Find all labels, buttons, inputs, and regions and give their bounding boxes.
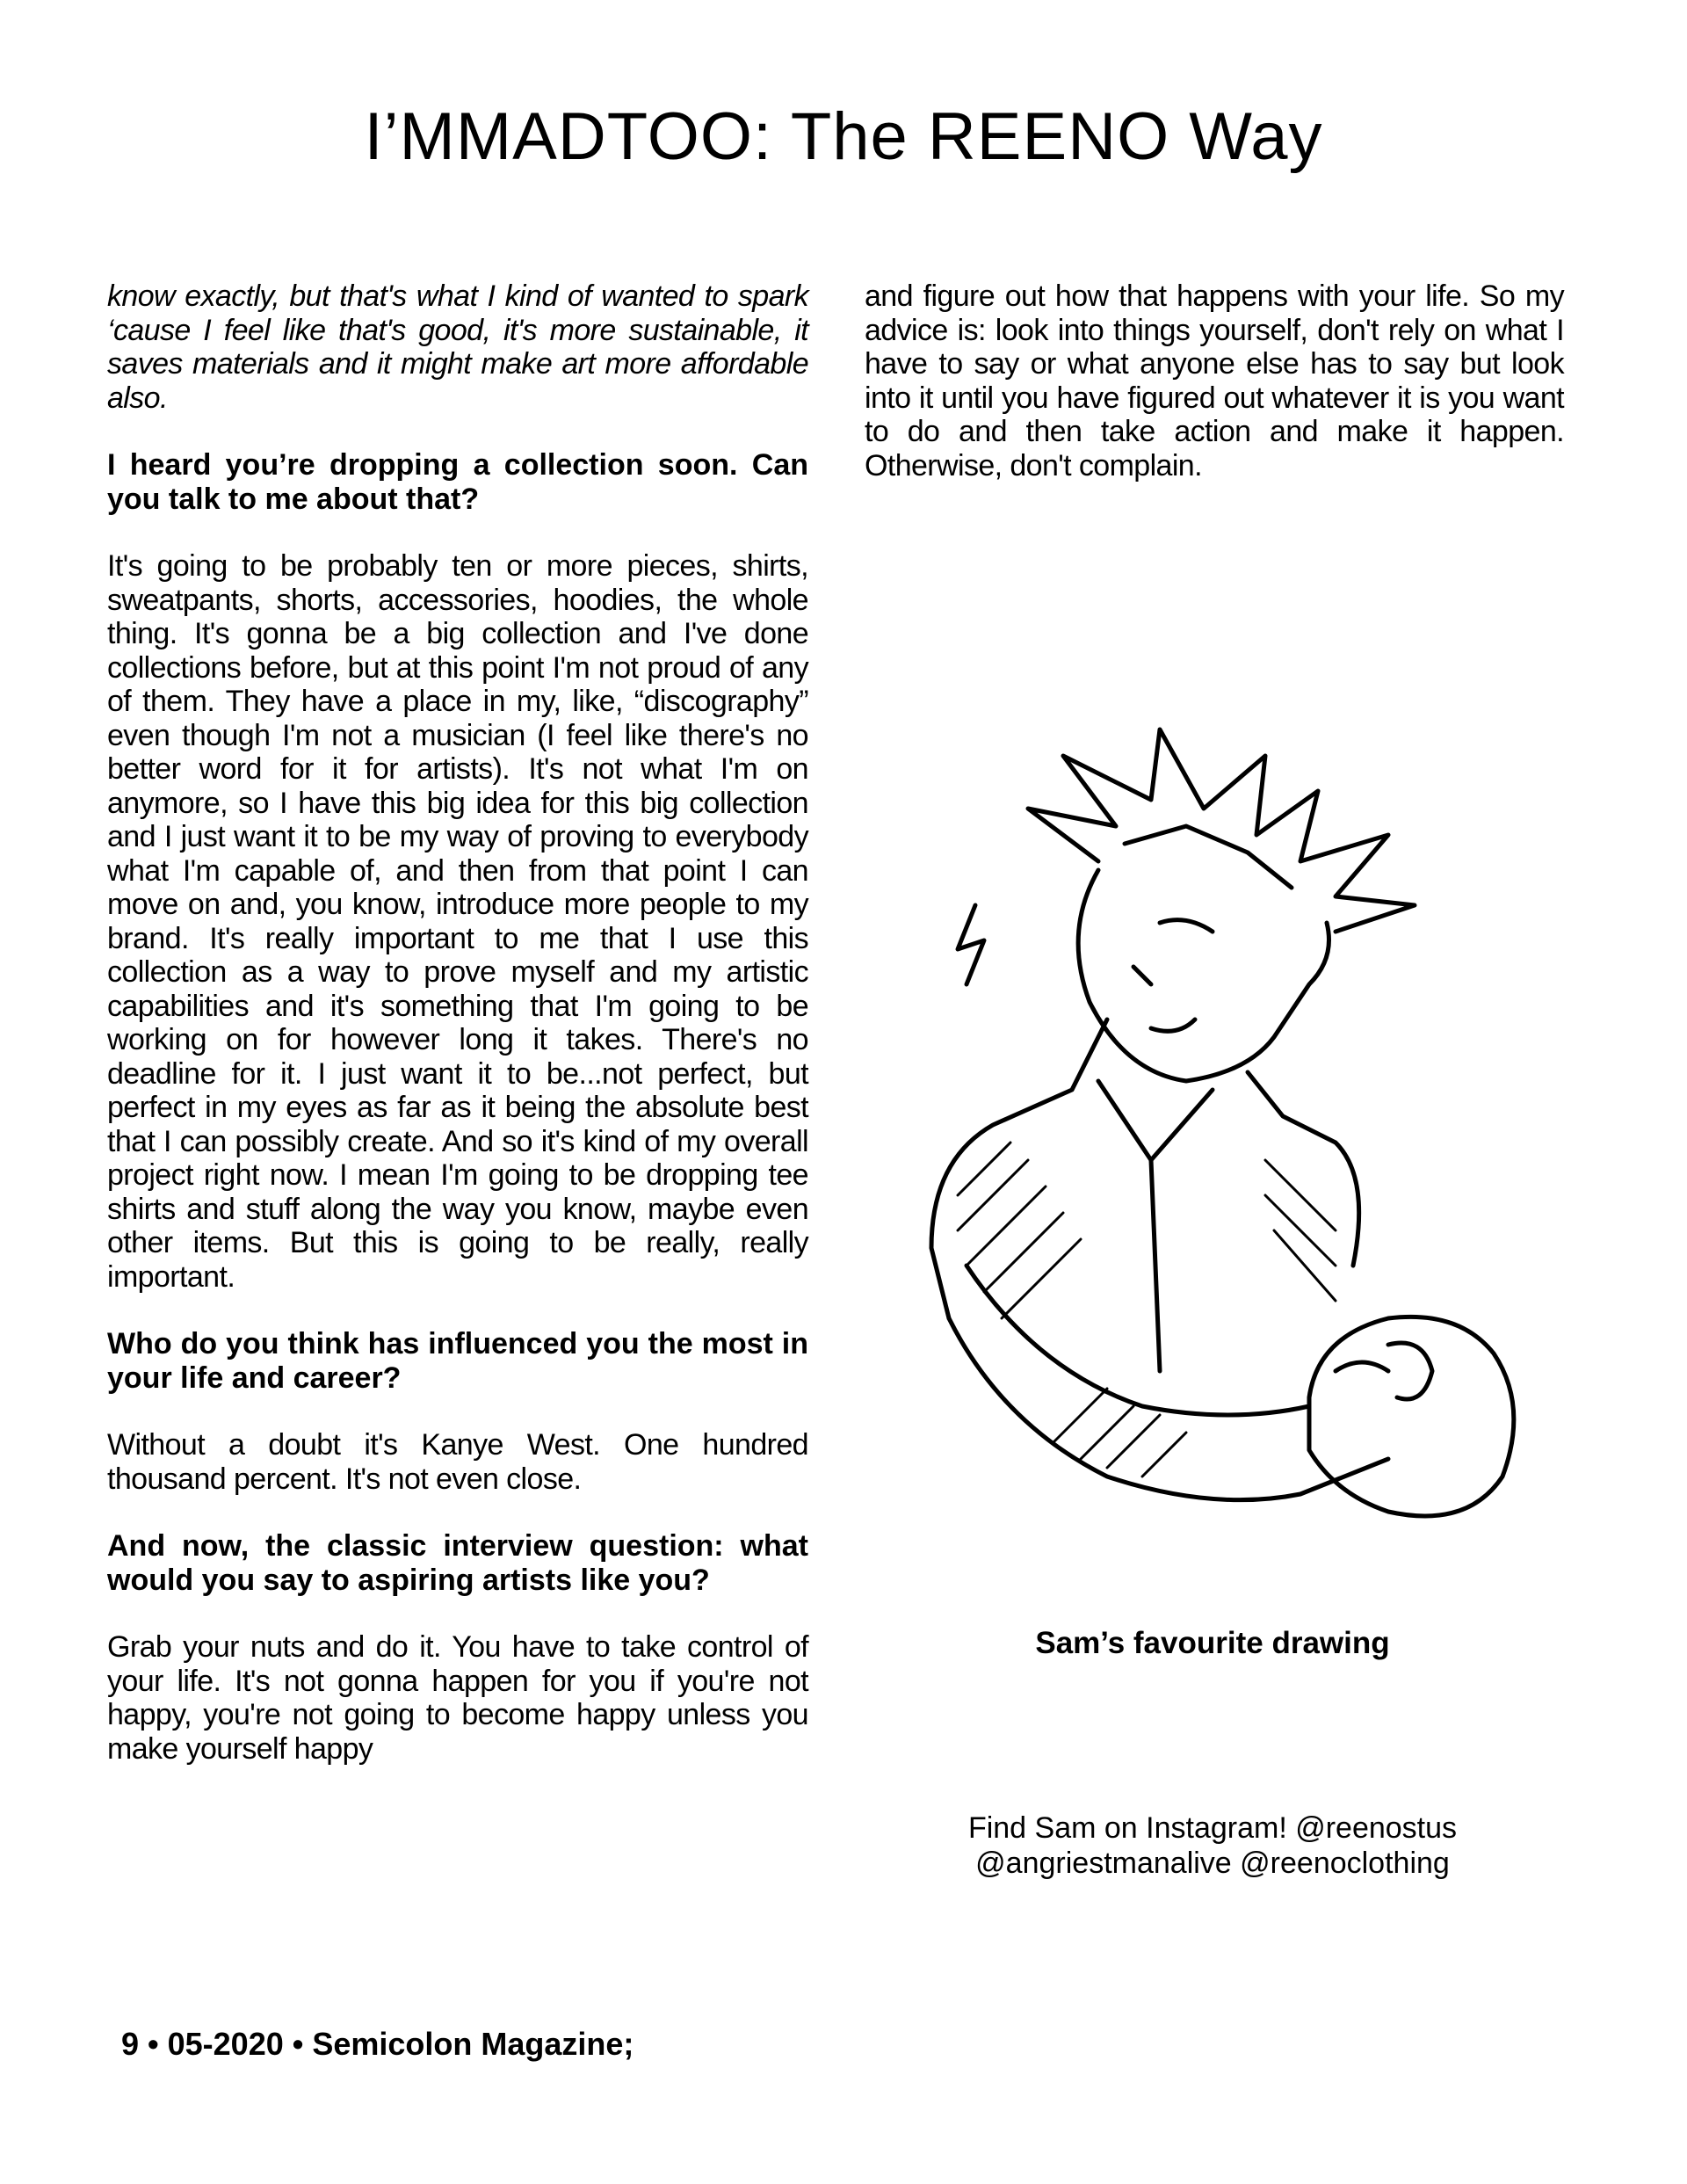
right-column	[865, 279, 1564, 516]
answer-3-continued: and figure out how that happens with your life. So my advice is: look into things yourself, don't rely on what I have to say or what anyone else has to say but look into it until you have figured out whatever it is you want to do and then take action and make it happen. Otherwise, don't complain.	[865, 279, 1564, 483]
answer-2: Without a doubt it's Kanye West. One hundred thousand percent. It's not even close.	[107, 1428, 808, 1496]
instagram-line-1: Find Sam on Instagram! @reenostus	[967, 1811, 1458, 1845]
sketch-illustration	[896, 703, 1582, 1626]
answer-3: Grab your nuts and do it. You have to take control of your life. It's not gonna happen for you if you're not happy, you're not going to become happy unless you make yourself happy	[107, 1630, 808, 1766]
question-2: Who do you think has influenced you the most in your life and career?	[107, 1327, 808, 1395]
intro-paragraph: know exactly, but that's what I kind of wanted to spark ‘cause I feel like that's good, it's more sustainable, it saves materials and it might make art more affordable also.	[107, 279, 808, 415]
drawing-caption: Sam’s favourite drawing	[1035, 1626, 1390, 1660]
instagram-line-2: @angriestmanalive @reenoclothing	[975, 1847, 1450, 1880]
answer-1: It's going to be probably ten or more pieces, shirts, sweatpants, shorts, accessories, hoodies, the whole thing. It's gonna be a big collection and I've done collections before, but at this point I'm not proud of any of them. They have a place in my, like, “discography” even though I'm not a musician (I feel like there's no better word for it for artists). It's not what I'm on anymore, so I have this big idea for this big collection and I just want it to be my way of proving to everybody what I'm capable of, and then from that point I can move on and, you know, introduce more people to my brand. It's really important to me that I use this collection as a way to prove myself and my artistic capabilities and it's something that I'm going to be working on for however long it takes. There's no deadline for it. I just want it to be...not perfect, but perfect in my eyes as far as it being the absolute best that I can possibly create. And so it's kind of my overall project right now. I mean I'm going to be dropping tee shirts and stuff along the way you know, maybe even other items. But this is going to be really, really important.	[107, 549, 808, 1294]
left-column	[107, 279, 808, 1799]
question-3: And now, the classic interview question: what would you say to aspiring artists like you?	[107, 1529, 808, 1597]
article-title: I’MMADTOO: The REENO Way	[364, 99, 1323, 174]
page-footer: 9 • 05-2020 • Semicolon Magazine;	[121, 2026, 634, 2062]
instagram-credits	[905, 1810, 1520, 1881]
question-1: I heard you’re dropping a collection soon. Can you talk to me about that?	[107, 448, 808, 516]
